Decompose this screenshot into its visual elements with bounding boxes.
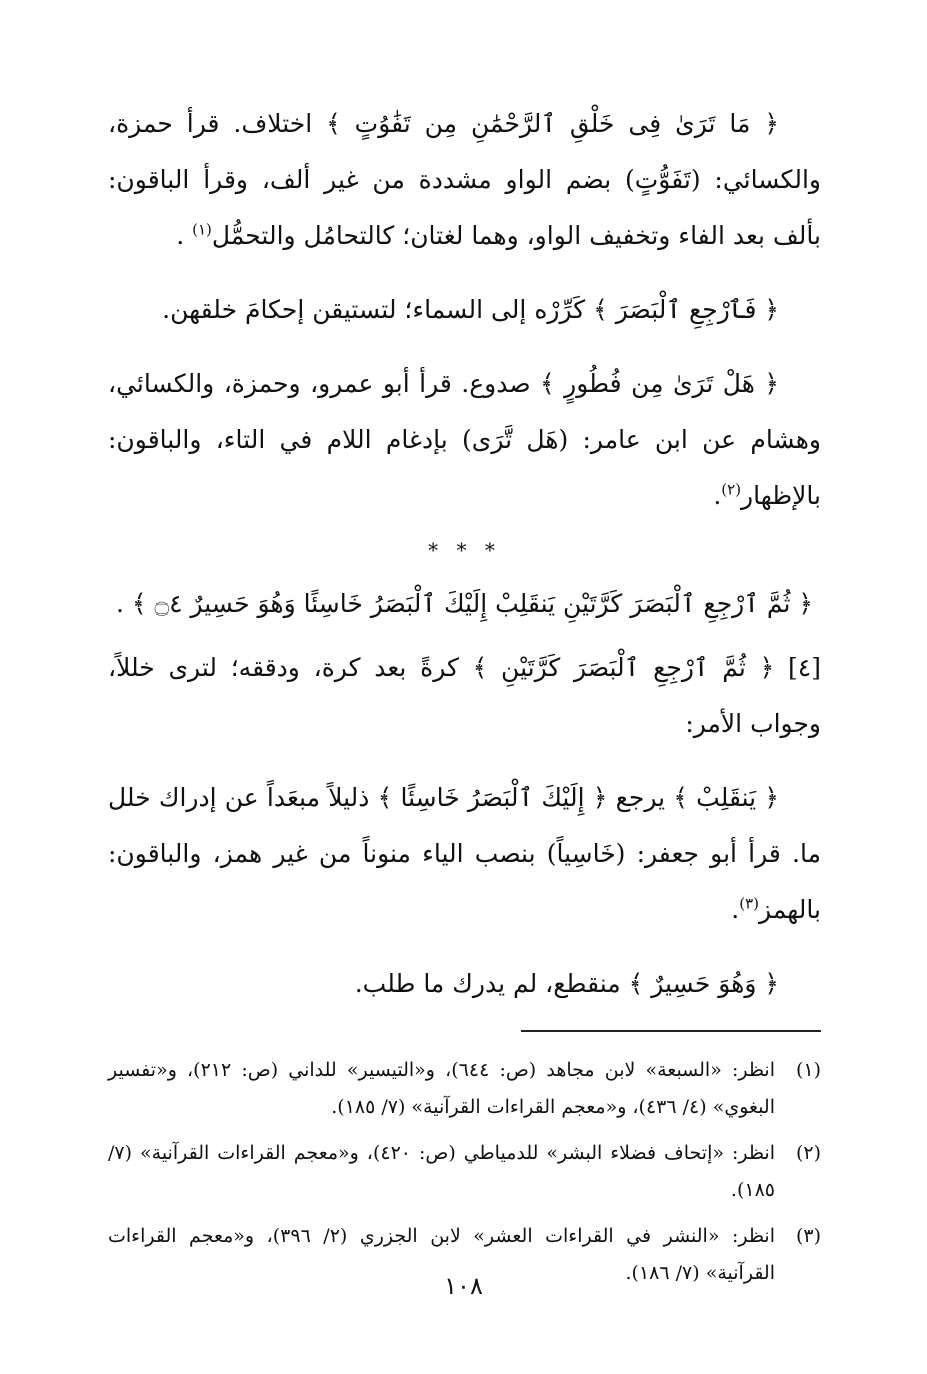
- period: .: [713, 481, 722, 510]
- paragraph-futur: [108, 356, 821, 524]
- paragraph-text: ﴿ مَا تَرَىٰ فِى خَلْقِ ٱلرَّحْمَٰنِ مِن تَفَٰوُتٍ ﴾ اختلاف. قرأ حمزة، والكسائي: (تَفَوُّتٍ) بضم الواو مشددة من غير ألف، وقرأ الباقون: بألف بعد الفاء وتخفيف الواو، وهما لغتان؛ كالتحامُل والتحمُّل: [108, 109, 821, 250]
- footnote-divider: [521, 1030, 821, 1032]
- page-body: [108, 96, 821, 1301]
- footnotes: [108, 1052, 821, 1292]
- footnote-number: (١): [795, 1059, 821, 1081]
- paragraph-hasir: ﴿ وَهُوَ حَسِيرٌ ﴾ منقطع، لم يدرك ما طلب.: [354, 969, 779, 998]
- quran-verse: ﴿ ثُمَّ ٱرْجِعِ ٱلْبَصَرَ كَرَّتَيْنِ يَنقَلِبْ إِلَيْكَ ٱلْبَصَرُ خَاسِئًا وَهُوَ حَسِيرٌ ۝٤ ﴾ .: [115, 589, 814, 618]
- footnote-text: انظر: «السبعة» لابن مجاهد (ص: ٦٤٤)، و«التيسير» للداني (ص: ٢١٢)، و«تفسير البغوي» (٤/ ٤٣٦)، و«معجم القراءات القرآنية» (٧/ ١٨٥).: [108, 1059, 775, 1118]
- footnote-number: (٢): [795, 1142, 821, 1164]
- paragraph-text: ﴿ يَنقَلِبْ ﴾ يرجع ﴿ إِلَيْكَ ٱلْبَصَرُ خَاسِئًا ﴾ ذليلاً مبعَداً عن إدراك خلل ما. قرأ أبو جعفر: (خَاسِياً) بنصب الياء منوناً من غير همز، والباقون: بالهمز: [108, 783, 821, 924]
- period: .: [731, 895, 740, 924]
- footnote-text: انظر: «إتحاف فضلاء البشر» للدمياطي (ص: ٤٢٠)، و«معجم القراءات القرآنية» (٧/ ١٨٥).: [108, 1142, 775, 1201]
- footnote-ref[interactable]: (١): [192, 220, 212, 239]
- footnote-2: [108, 1135, 821, 1209]
- section-separator: * * *: [428, 538, 501, 562]
- footnote-text: انظر: «النشر في القراءات العشر» لابن الجزري (٢/ ٣٩٦)، و«معجم القراءات القرآنية» (٧/ ١٨٦).: [108, 1225, 775, 1284]
- page-number: ١٠٨: [444, 1272, 483, 1300]
- paragraph-text: ﴿ هَلْ تَرَىٰ مِن فُطُورٍ ﴾ صدوع. قرأ أبو عمرو، وحمزة، والكسائي، وهشام عن ابن عامر: (هَل تَّرَى) بإدغام اللام في التاء، والباقون: بالإظهار: [108, 369, 821, 510]
- period: .: [176, 221, 185, 250]
- footnote-ref[interactable]: (٣): [739, 894, 760, 913]
- footnote-1: [108, 1052, 821, 1126]
- paragraph-verse-4: [٤] ﴿ ثُمَّ ٱرْجِعِ ٱلْبَصَرَ كَرَّتَيْنِ ﴾ كرةً بعد كرة، ودققه؛ لترى خللاً، وجواب الأمر:: [108, 653, 821, 738]
- footnote-ref[interactable]: (٢): [721, 480, 742, 499]
- paragraph-yanqalib: [108, 770, 821, 938]
- footnote-number: (٣): [795, 1225, 821, 1247]
- paragraph-tafawut: [108, 96, 821, 264]
- paragraph-farjiI: ﴿ فَٱرْجِعِ ٱلْبَصَرَ ﴾ كَرِّرْه إلى السماء؛ لتستيقن إحكامَ خلقهن.: [162, 295, 779, 324]
